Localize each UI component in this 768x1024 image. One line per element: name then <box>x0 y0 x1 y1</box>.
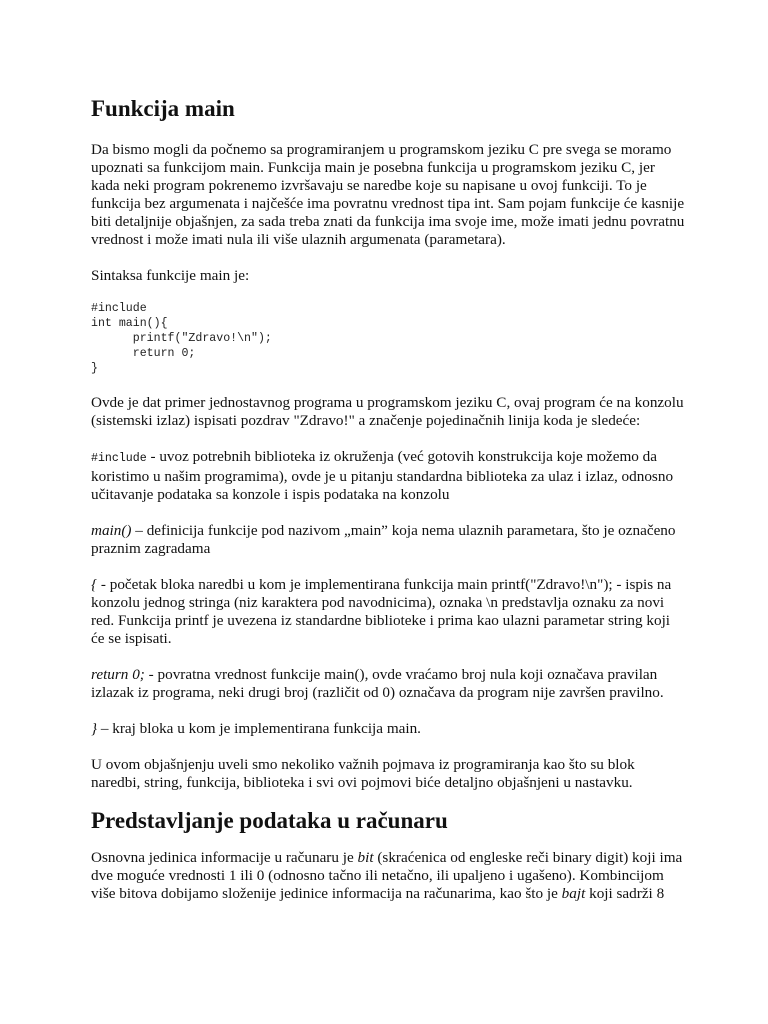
data-intro-text-3: koji sadrži 8 <box>585 885 665 902</box>
syntax-label: Sintaksa funkcije main je: <box>91 267 250 284</box>
bit-term: bit <box>357 849 374 866</box>
brace-open-explanation <box>91 576 687 648</box>
brace-close-description: – kraj bloka u kom je implementirana funkcija main. <box>97 720 421 737</box>
include-term: #include <box>91 452 147 465</box>
brace-close-term: } <box>91 720 98 737</box>
intro-paragraph: Da bismo mogli da počnemo sa programiranjem u programskom jeziku C pre svega se moramo upoznati sa funkcijom main. Funkcija main je posebna funkcija u programskom jeziku C, jer kada neki program pokrenemo izvršavaju se naredbe koje su napisane u ovoj funkciji. To je funkcija bez argumenata i najčešće ima povratnu vrednost tipa int. Sam pojam funkcije će kasnije biti detaljnije objašnjen, za sada treba znati da funkcija ima svoje ime, može imati jednu povratnu vrednost i može imati nula ili više ulaznih argumenata (parametara). <box>91 141 685 248</box>
section-heading-funkcija-main: Funkcija main <box>91 96 235 121</box>
include-description: - uvoz potrebnih biblioteka iz okruženja (već gotovih konstrukcija koje možemo da koristimo u našim programima), ovde je u pitanju standardna biblioteka za ulaz i izlaz, odnosno učitavanje podataka sa konzole i ispis podataka na konzolu <box>91 448 674 503</box>
main-explanation <box>91 522 687 558</box>
bajt-term: bajt <box>561 885 586 902</box>
brace-open-term: { <box>91 576 98 593</box>
summary-paragraph: U ovom objašnjenju uveli smo nekoliko važnih pojmava iz programiranja kao što su blok naredbi, string, funkcija, biblioteka i svi ovi pojmovi biće detaljno objašnjeni u nastavku. <box>91 756 635 791</box>
code-block: #include int main(){ printf("Zdravo!\n"); return 0; } <box>91 302 272 375</box>
data-intro-text-2: (skraćenica od engleske reči binary digit) koji ima dve moguće vrednosti 1 ili 0 (odnosno tačno ili netačno, ili upaljeno i ugašeno). Kombincijom više bitova dobijamo složenije jedinice informacija na računarima, kao što je <box>91 849 683 902</box>
return-description: - povratna vrednost funkcije main(), ovde vraćamo broj nula koji označava pravilan izlazak iz programa, neki drugi broj (različit od 0) označava da program nije završen pravilno. <box>91 666 664 701</box>
section-heading-predstavljanje-podataka: Predstavljanje podataka u računaru <box>91 808 448 833</box>
return-explanation <box>91 666 687 702</box>
main-description: – definicija funkcije pod nazivom „main” koja nema ulaznih parametara, što je označeno praznim zagradama <box>91 522 676 557</box>
data-intro-text-1: Osnovna jedinica informacije u računaru je <box>91 849 358 866</box>
document-page <box>91 88 687 903</box>
brace-open-description: - početak bloka naredbi u kom je implementirana funkcija main printf("Zdravo!\n"); - ispis na konzolu jednog stringa (niz karaktera pod navodnicima), oznaka \n predstavlja oznaku za novi red. Funkcija printf je uvezena iz standardne biblioteke i prima kao ulazni parametar string koji će se ispisati. <box>91 576 672 647</box>
return-term: return 0; <box>91 666 145 683</box>
data-intro-paragraph <box>91 849 687 903</box>
include-explanation <box>91 448 687 504</box>
explanation-paragraph: Ovde je dat primer jednostavnog programa u programskom jeziku C, ovaj program će na konzolu (sistemski izlaz) ispisati pozdrav "Zdravo!" a značenje pojedinačnih linija koda je sledeće: <box>91 394 684 429</box>
brace-close-explanation <box>91 720 687 738</box>
main-term: main() <box>91 522 132 539</box>
